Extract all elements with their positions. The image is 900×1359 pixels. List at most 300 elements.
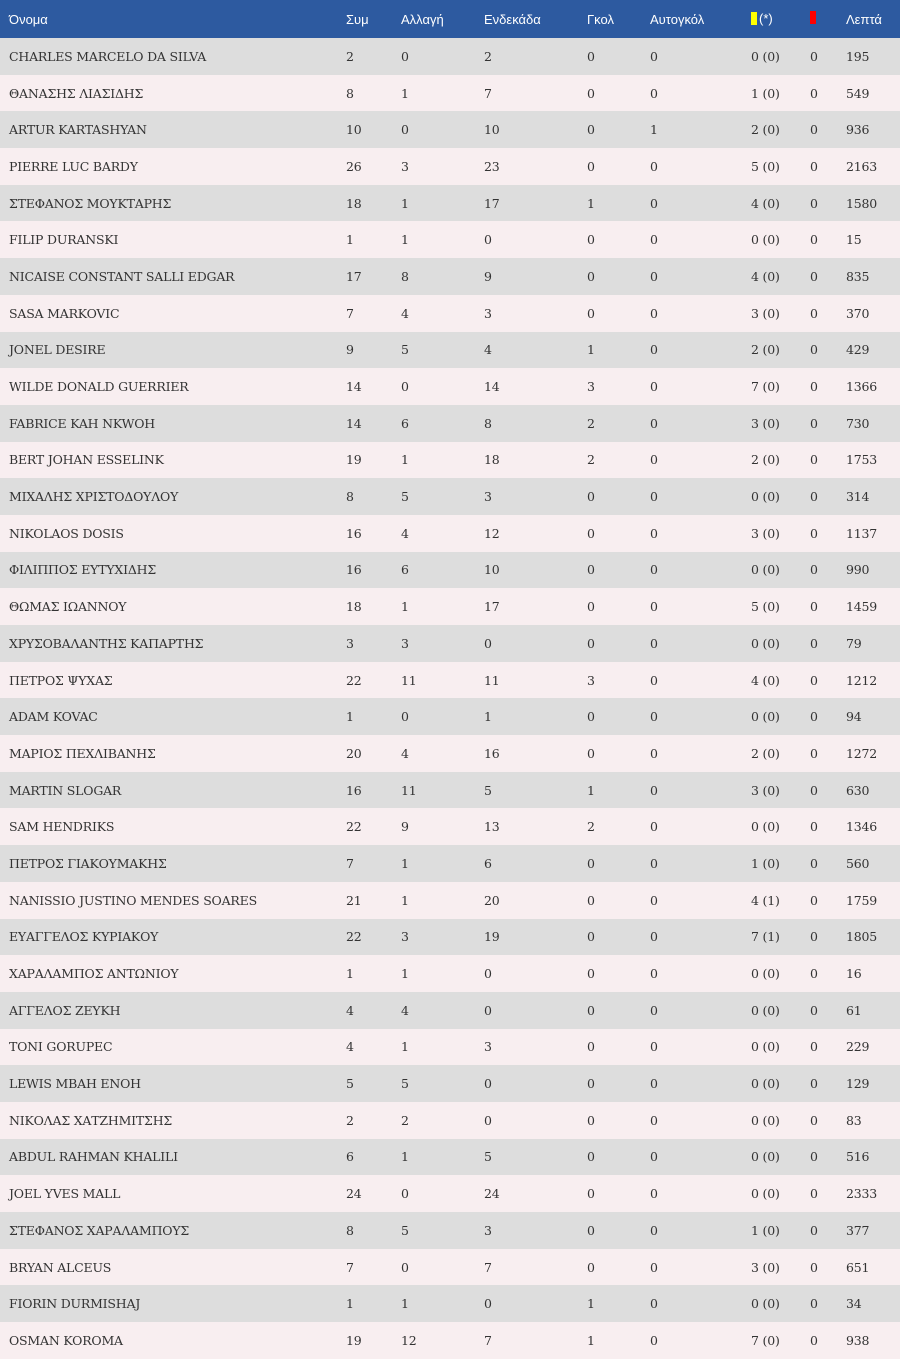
- cell-appearances: 10: [346, 122, 362, 138]
- cell-red-cards: 0: [810, 452, 818, 468]
- cell-goals: 3: [587, 379, 595, 395]
- cell-player-name: FABRICE KAH NKWOH: [9, 415, 155, 431]
- cell-appearances: 24: [346, 1186, 362, 1202]
- cell-substitutions: 1: [401, 1296, 409, 1312]
- cell-player-name: FILIP DURANSKI: [9, 232, 119, 248]
- cell-yellow-cards: 0 (0): [751, 48, 780, 64]
- cell-appearances: 17: [346, 268, 362, 284]
- cell-substitutions: 8: [401, 268, 409, 284]
- cell-goals: 0: [587, 709, 595, 725]
- cell-yellow-cards: 3 (0): [751, 305, 780, 321]
- cell-appearances: 20: [346, 745, 362, 761]
- cell-minutes: 377: [846, 1222, 870, 1238]
- cell-appearances: 8: [346, 85, 354, 101]
- cell-starts: 0: [484, 635, 492, 651]
- cell-own-goals: 0: [650, 599, 658, 615]
- cell-goals: 0: [587, 855, 595, 871]
- cell-goals: 0: [587, 85, 595, 101]
- cell-starts: 17: [484, 599, 500, 615]
- cell-red-cards: 0: [810, 305, 818, 321]
- cell-appearances: 1: [346, 1296, 354, 1312]
- cell-starts: 0: [484, 1296, 492, 1312]
- cell-starts: 23: [484, 158, 500, 174]
- cell-red-cards: 0: [810, 48, 818, 64]
- cell-player-name: SASA MARKOVIC: [9, 305, 120, 321]
- cell-starts: 13: [484, 819, 500, 835]
- cell-substitutions: 5: [401, 1076, 409, 1092]
- cell-substitutions: 4: [401, 1002, 409, 1018]
- cell-minutes: 990: [846, 562, 870, 578]
- cell-minutes: 651: [846, 1259, 870, 1275]
- cell-player-name: NICAISE CONSTANT SALLI EDGAR: [9, 268, 235, 284]
- cell-appearances: 7: [346, 855, 354, 871]
- header-row: [0, 0, 900, 38]
- cell-goals: 0: [587, 1002, 595, 1018]
- cell-yellow-cards: 0 (0): [751, 1112, 780, 1128]
- cell-appearances: 16: [346, 562, 362, 578]
- cell-player-name: NIKOLAOS DOSIS: [9, 525, 124, 541]
- cell-appearances: 9: [346, 342, 354, 358]
- cell-own-goals: 0: [650, 232, 658, 248]
- cell-own-goals: 0: [650, 635, 658, 651]
- cell-own-goals: 0: [650, 525, 658, 541]
- cell-goals: 0: [587, 745, 595, 761]
- cell-yellow-cards: 0 (0): [751, 819, 780, 835]
- cell-substitutions: 1: [401, 892, 409, 908]
- cell-minutes: 1137: [846, 525, 878, 541]
- table-row: [0, 882, 900, 919]
- cell-red-cards: 0: [810, 489, 818, 505]
- cell-minutes: 1366: [846, 379, 878, 395]
- cell-appearances: 1: [346, 966, 354, 982]
- cell-yellow-cards: 0 (0): [751, 966, 780, 982]
- cell-minutes: 1805: [846, 929, 878, 945]
- cell-yellow-cards: 2 (0): [751, 452, 780, 468]
- cell-own-goals: 0: [650, 379, 658, 395]
- cell-yellow-cards: 7 (0): [751, 379, 780, 395]
- cell-player-name: ΠΕΤΡΟΣ ΓΙΑΚΟΥΜΑΚΗΣ: [9, 855, 167, 871]
- cell-red-cards: 0: [810, 232, 818, 248]
- cell-yellow-cards: 0 (0): [751, 1296, 780, 1312]
- header-own-goals[interactable]: Αυτογκόλ: [650, 11, 705, 27]
- cell-own-goals: 0: [650, 782, 658, 798]
- cell-minutes: 1346: [846, 819, 878, 835]
- table-row: [0, 992, 900, 1029]
- cell-starts: 20: [484, 892, 500, 908]
- cell-own-goals: 0: [650, 892, 658, 908]
- cell-red-cards: 0: [810, 1259, 818, 1275]
- cell-own-goals: 0: [650, 819, 658, 835]
- cell-own-goals: 0: [650, 745, 658, 761]
- cell-red-cards: 0: [810, 672, 818, 688]
- table-row: [0, 1175, 900, 1212]
- cell-red-cards: 0: [810, 709, 818, 725]
- cell-goals: 1: [587, 195, 595, 211]
- cell-appearances: 2: [346, 48, 354, 64]
- table-row: [0, 1212, 900, 1249]
- cell-player-name: ARTUR KARTASHYAN: [9, 122, 147, 138]
- cell-red-cards: 0: [810, 379, 818, 395]
- table-row: [0, 368, 900, 405]
- cell-own-goals: 0: [650, 562, 658, 578]
- cell-appearances: 18: [346, 599, 362, 615]
- table-row: [0, 295, 900, 332]
- cell-starts: 16: [484, 745, 500, 761]
- cell-appearances: 7: [346, 1259, 354, 1275]
- cell-yellow-cards: 4 (1): [751, 892, 780, 908]
- cell-minutes: 730: [846, 415, 870, 431]
- cell-yellow-cards: 0 (0): [751, 1039, 780, 1055]
- cell-appearances: 3: [346, 635, 354, 651]
- cell-starts: 6: [484, 855, 492, 871]
- cell-starts: 5: [484, 782, 492, 798]
- cell-own-goals: 0: [650, 929, 658, 945]
- cell-appearances: 7: [346, 305, 354, 321]
- cell-yellow-cards: 0 (0): [751, 635, 780, 651]
- cell-red-cards: 0: [810, 195, 818, 211]
- cell-own-goals: 0: [650, 855, 658, 871]
- cell-goals: 0: [587, 1259, 595, 1275]
- cell-red-cards: 0: [810, 562, 818, 578]
- cell-red-cards: 0: [810, 892, 818, 908]
- table-row: [0, 221, 900, 258]
- cell-yellow-cards: 0 (0): [751, 489, 780, 505]
- cell-own-goals: 0: [650, 966, 658, 982]
- cell-goals: 0: [587, 1076, 595, 1092]
- cell-minutes: 16: [846, 966, 862, 982]
- cell-yellow-cards: 3 (0): [751, 525, 780, 541]
- cell-player-name: ΘΩΜΑΣ ΙΩΑΝΝΟΥ: [9, 599, 127, 615]
- cell-player-name: ΧΡΥΣΟΒΑΛΑΝΤΗΣ ΚΑΠΑΡΤΗΣ: [9, 635, 204, 651]
- cell-starts: 14: [484, 379, 500, 395]
- cell-yellow-cards: 2 (0): [751, 342, 780, 358]
- cell-yellow-cards: 0 (0): [751, 1002, 780, 1018]
- cell-player-name: PIERRE LUC BARDY: [9, 158, 138, 174]
- cell-player-name: JOEL YVES MALL: [9, 1186, 121, 1202]
- cell-red-cards: 0: [810, 1112, 818, 1128]
- cell-substitutions: 1: [401, 232, 409, 248]
- cell-substitutions: 11: [401, 782, 417, 798]
- cell-minutes: 1753: [846, 452, 878, 468]
- cell-player-name: SAM HENDRIKS: [9, 819, 115, 835]
- table-row: [0, 1285, 900, 1322]
- table-row: [0, 552, 900, 589]
- cell-yellow-cards: 0 (0): [751, 562, 780, 578]
- cell-substitutions: 12: [401, 1332, 417, 1348]
- cell-red-cards: 0: [810, 1076, 818, 1092]
- table-row: [0, 38, 900, 75]
- cell-minutes: 94: [846, 709, 862, 725]
- cell-minutes: 2333: [846, 1186, 878, 1202]
- cell-yellow-cards: 4 (0): [751, 268, 780, 284]
- cell-own-goals: 0: [650, 342, 658, 358]
- cell-player-name: ΕΥΑΓΓΕΛΟΣ ΚΥΡΙΑΚΟΥ: [9, 929, 159, 945]
- cell-goals: 0: [587, 158, 595, 174]
- cell-appearances: 14: [346, 415, 362, 431]
- cell-yellow-cards: 1 (0): [751, 85, 780, 101]
- cell-appearances: 14: [346, 379, 362, 395]
- cell-starts: 24: [484, 1186, 500, 1202]
- cell-starts: 3: [484, 489, 492, 505]
- cell-goals: 0: [587, 525, 595, 541]
- cell-own-goals: 0: [650, 1149, 658, 1165]
- cell-goals: 0: [587, 305, 595, 321]
- cell-red-cards: 0: [810, 122, 818, 138]
- cell-substitutions: 6: [401, 562, 409, 578]
- cell-goals: 0: [587, 966, 595, 982]
- cell-starts: 5: [484, 1149, 492, 1165]
- cell-yellow-cards: 0 (0): [751, 232, 780, 248]
- cell-starts: 10: [484, 122, 500, 138]
- cell-player-name: ADAM KOVAC: [9, 709, 98, 725]
- cell-red-cards: 0: [810, 745, 818, 761]
- cell-player-name: CHARLES MARCELO DA SILVA: [9, 48, 207, 64]
- header-minutes[interactable]: Λεπτά: [846, 11, 882, 27]
- cell-goals: 0: [587, 562, 595, 578]
- cell-yellow-cards: 0 (0): [751, 1186, 780, 1202]
- cell-red-cards: 0: [810, 1002, 818, 1018]
- cell-player-name: ΜΙΧΑΛΗΣ ΧΡΙΣΤΟΔΟΥΛΟΥ: [9, 489, 179, 505]
- header-red-cards[interactable]: [810, 0, 846, 38]
- cell-minutes: 1459: [846, 599, 878, 615]
- cell-goals: 1: [587, 1332, 595, 1348]
- cell-yellow-cards: 1 (0): [751, 1222, 780, 1238]
- table-row: [0, 405, 900, 442]
- cell-yellow-cards: 7 (1): [751, 929, 780, 945]
- table-row: [0, 588, 900, 625]
- cell-yellow-cards: 0 (0): [751, 1076, 780, 1092]
- cell-player-name: NANISSIO JUSTINO MENDES SOARES: [9, 892, 257, 908]
- cell-appearances: 22: [346, 672, 362, 688]
- cell-red-cards: 0: [810, 415, 818, 431]
- cell-starts: 19: [484, 929, 500, 945]
- cell-appearances: 16: [346, 782, 362, 798]
- cell-goals: 2: [587, 452, 595, 468]
- header-start[interactable]: Ενδεκάδα: [484, 11, 541, 27]
- cell-own-goals: 0: [650, 452, 658, 468]
- cell-minutes: 229: [846, 1039, 870, 1055]
- cell-yellow-cards: 4 (0): [751, 195, 780, 211]
- cell-own-goals: 0: [650, 48, 658, 64]
- cell-yellow-cards: 3 (0): [751, 415, 780, 431]
- table-row: [0, 478, 900, 515]
- cell-goals: 2: [587, 819, 595, 835]
- cell-minutes: 1272: [846, 745, 878, 761]
- cell-own-goals: 1: [650, 122, 658, 138]
- cell-player-name: ΜΑΡΙΟΣ ΠΕΧΛΙΒΑΝΗΣ: [9, 745, 156, 761]
- cell-starts: 2: [484, 48, 492, 64]
- cell-goals: 0: [587, 232, 595, 248]
- cell-goals: 0: [587, 1039, 595, 1055]
- cell-goals: 0: [587, 48, 595, 64]
- cell-red-cards: 0: [810, 158, 818, 174]
- header-goals[interactable]: Γκολ: [587, 11, 614, 27]
- cell-own-goals: 0: [650, 158, 658, 174]
- cell-own-goals: 0: [650, 305, 658, 321]
- cell-red-cards: 0: [810, 342, 818, 358]
- cell-starts: 7: [484, 85, 492, 101]
- cell-substitutions: 0: [401, 1259, 409, 1275]
- cell-minutes: 314: [846, 489, 870, 505]
- cell-substitutions: 1: [401, 195, 409, 211]
- table-row: [0, 332, 900, 369]
- cell-starts: 3: [484, 1039, 492, 1055]
- cell-red-cards: 0: [810, 966, 818, 982]
- table-row: [0, 442, 900, 479]
- table-row: [0, 1139, 900, 1176]
- cell-minutes: 516: [846, 1149, 870, 1165]
- red-card-icon: [810, 11, 816, 24]
- table-row: [0, 808, 900, 845]
- cell-minutes: 429: [846, 342, 870, 358]
- table-row: [0, 75, 900, 112]
- cell-player-name: ΑΓΓΕΛΟΣ ΖΕΥΚΗ: [9, 1002, 121, 1018]
- cell-substitutions: 5: [401, 489, 409, 505]
- cell-red-cards: 0: [810, 1332, 818, 1348]
- cell-appearances: 8: [346, 1222, 354, 1238]
- cell-yellow-cards: 4 (0): [751, 672, 780, 688]
- cell-minutes: 1212: [846, 672, 878, 688]
- cell-goals: 1: [587, 782, 595, 798]
- cell-starts: 9: [484, 268, 492, 284]
- table-row: [0, 1249, 900, 1286]
- cell-substitutions: 1: [401, 599, 409, 615]
- cell-substitutions: 1: [401, 966, 409, 982]
- cell-player-name: OSMAN KOROMA: [9, 1332, 123, 1348]
- cell-substitutions: 1: [401, 1149, 409, 1165]
- cell-own-goals: 0: [650, 195, 658, 211]
- cell-starts: 4: [484, 342, 492, 358]
- cell-own-goals: 0: [650, 85, 658, 101]
- cell-red-cards: 0: [810, 819, 818, 835]
- cell-own-goals: 0: [650, 415, 658, 431]
- cell-own-goals: 0: [650, 1076, 658, 1092]
- cell-player-name: WILDE DONALD GUERRIER: [9, 379, 189, 395]
- cell-starts: 10: [484, 562, 500, 578]
- cell-appearances: 22: [346, 929, 362, 945]
- cell-appearances: 1: [346, 709, 354, 725]
- cell-red-cards: 0: [810, 1222, 818, 1238]
- cell-minutes: 83: [846, 1112, 862, 1128]
- cell-substitutions: 0: [401, 709, 409, 725]
- table-row: [0, 662, 900, 699]
- cell-red-cards: 0: [810, 525, 818, 541]
- table-row: [0, 698, 900, 735]
- cell-appearances: 8: [346, 489, 354, 505]
- cell-red-cards: 0: [810, 782, 818, 798]
- header-sub[interactable]: Αλλαγή: [401, 11, 444, 27]
- cell-player-name: JONEL DESIRE: [9, 342, 106, 358]
- table-row: [0, 1102, 900, 1139]
- cell-yellow-cards: 1 (0): [751, 855, 780, 871]
- cell-appearances: 4: [346, 1039, 354, 1055]
- table-row: [0, 735, 900, 772]
- cell-yellow-cards: 3 (0): [751, 782, 780, 798]
- cell-player-name: BRYAN ALCEUS: [9, 1259, 112, 1275]
- cell-minutes: 61: [846, 1002, 862, 1018]
- table-row: [0, 845, 900, 882]
- cell-player-name: ABDUL RAHMAN KHALILI: [9, 1149, 178, 1165]
- cell-substitutions: 0: [401, 48, 409, 64]
- cell-substitutions: 3: [401, 158, 409, 174]
- cell-minutes: 129: [846, 1076, 870, 1092]
- cell-own-goals: 0: [650, 1002, 658, 1018]
- cell-player-name: BERT JOHAN ESSELINK: [9, 452, 164, 468]
- yellow-card-icon: [751, 12, 757, 25]
- cell-own-goals: 0: [650, 1039, 658, 1055]
- header-apps[interactable]: Συμ: [346, 11, 369, 27]
- cell-substitutions: 1: [401, 85, 409, 101]
- cell-red-cards: 0: [810, 599, 818, 615]
- cell-minutes: 34: [846, 1296, 862, 1312]
- cell-player-name: ΣΤΕΦΑΝΟΣ ΜΟΥΚΤΑΡΗΣ: [9, 195, 172, 211]
- cell-player-name: ΦΙΛΙΠΠΟΣ ΕΥΤΥΧΙΔΗΣ: [9, 562, 156, 578]
- table-row: [0, 111, 900, 148]
- cell-starts: 0: [484, 232, 492, 248]
- cell-minutes: 938: [846, 1332, 870, 1348]
- table-row: [0, 625, 900, 662]
- cell-substitutions: 6: [401, 415, 409, 431]
- cell-red-cards: 0: [810, 1039, 818, 1055]
- cell-yellow-cards: 2 (0): [751, 745, 780, 761]
- cell-red-cards: 0: [810, 855, 818, 871]
- cell-own-goals: 0: [650, 1332, 658, 1348]
- cell-own-goals: 0: [650, 1259, 658, 1275]
- header-name[interactable]: Όνομα: [9, 11, 48, 27]
- cell-starts: 1: [484, 709, 492, 725]
- cell-starts: 7: [484, 1259, 492, 1275]
- cell-minutes: 560: [846, 855, 870, 871]
- cell-goals: 1: [587, 1296, 595, 1312]
- cell-substitutions: 1: [401, 1039, 409, 1055]
- cell-red-cards: 0: [810, 635, 818, 651]
- cell-substitutions: 4: [401, 525, 409, 541]
- cell-goals: 0: [587, 122, 595, 138]
- cell-minutes: 2163: [846, 158, 878, 174]
- cell-starts: 0: [484, 1112, 492, 1128]
- cell-goals: 2: [587, 415, 595, 431]
- cell-appearances: 19: [346, 452, 362, 468]
- table-row: [0, 185, 900, 222]
- cell-goals: 0: [587, 635, 595, 651]
- cell-substitutions: 5: [401, 1222, 409, 1238]
- cell-minutes: 195: [846, 48, 870, 64]
- cell-player-name: FIORIN DURMISHAJ: [9, 1296, 141, 1312]
- cell-goals: 0: [587, 1186, 595, 1202]
- header-yellow-cards[interactable]: (*): [751, 0, 810, 38]
- cell-substitutions: 1: [401, 855, 409, 871]
- cell-player-name: ΠΕΤΡΟΣ ΨΥΧΑΣ: [9, 672, 113, 688]
- cell-appearances: 5: [346, 1076, 354, 1092]
- cell-starts: 8: [484, 415, 492, 431]
- cell-minutes: 15: [846, 232, 862, 248]
- table-row: [0, 955, 900, 992]
- cell-yellow-cards: 5 (0): [751, 158, 780, 174]
- cell-minutes: 936: [846, 122, 870, 138]
- table-row: [0, 772, 900, 809]
- cell-player-name: ΧΑΡΑΛΑΜΠΟΣ ΑΝΤΩΝΙΟΥ: [9, 966, 179, 982]
- cell-substitutions: 5: [401, 342, 409, 358]
- cell-minutes: 549: [846, 85, 870, 101]
- cell-appearances: 6: [346, 1149, 354, 1165]
- cell-goals: 0: [587, 1112, 595, 1128]
- cell-starts: 17: [484, 195, 500, 211]
- table-row: [0, 148, 900, 185]
- cell-yellow-cards: 7 (0): [751, 1332, 780, 1348]
- cell-appearances: 4: [346, 1002, 354, 1018]
- cell-yellow-cards: 0 (0): [751, 709, 780, 725]
- cell-yellow-cards: 2 (0): [751, 122, 780, 138]
